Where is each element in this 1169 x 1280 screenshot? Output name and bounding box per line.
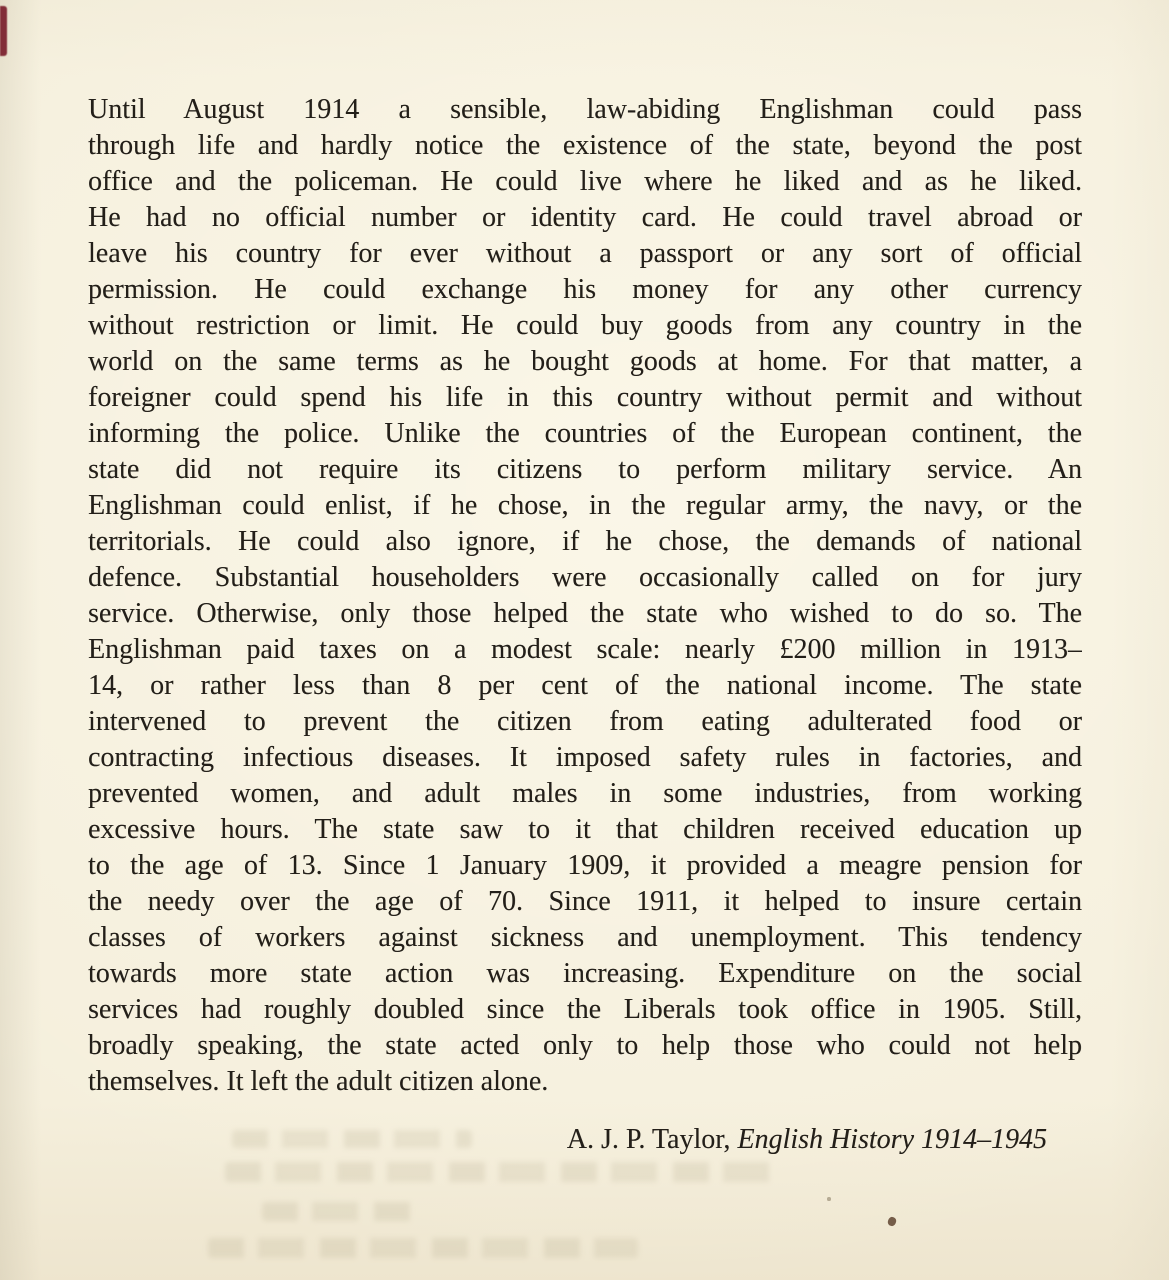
page-edge-mark: [0, 6, 7, 56]
text-line: service. Otherwise, only those helped the state who wished to do so. The: [88, 598, 1082, 629]
text-line: prevented women, and adult males in some industries, from working: [88, 778, 1082, 809]
text-line: 14, or rather less than 8 per cent of the national income. The state: [88, 670, 1082, 701]
text-line: territorials. He could also ignore, if he chose, the demands of national: [88, 526, 1082, 557]
bleed-through-text-line: [232, 1130, 472, 1148]
text-line: services had roughly doubled since the Liberals took office in 1905. Still,: [88, 994, 1082, 1025]
text-line: leave his country for ever without a passport or any sort of official: [88, 238, 1082, 269]
bleed-through-text-line: [225, 1162, 785, 1182]
text-line: permission. He could exchange his money for any other currency: [88, 274, 1082, 305]
text-line: defence. Substantial householders were occasionally called on for jury: [88, 562, 1082, 593]
quote-text-block: [88, 92, 1082, 1100]
text-line: Englishman paid taxes on a modest scale: nearly £200 million in 1913–: [88, 634, 1082, 665]
paper-speck: [827, 1197, 831, 1201]
text-line: world on the same terms as he bought goods at home. For that matter, a: [88, 346, 1082, 377]
text-line: office and the policeman. He could live where he liked and as he liked.: [88, 166, 1082, 197]
text-line: through life and hardly notice the existence of the state, beyond the post: [88, 130, 1082, 161]
text-line: broadly speaking, the state acted only to help those who could not help: [88, 1030, 1082, 1061]
attribution-work-title: English History 1914–1945: [737, 1124, 1047, 1155]
bleed-through-text-line: [262, 1202, 412, 1221]
text-line: without restriction or limit. He could buy goods from any country in the: [88, 310, 1082, 341]
paper-speck: [887, 1216, 897, 1227]
text-line: foreigner could spend his life in this country without permit and without: [88, 382, 1082, 413]
text-line: state did not require its citizens to perform military service. An: [88, 454, 1082, 485]
text-line: the needy over the age of 70. Since 1911, it helped to insure certain: [88, 886, 1082, 917]
text-line: informing the police. Unlike the countries of the European continent, the: [88, 418, 1082, 449]
text-line: contracting infectious diseases. It imposed safety rules in factories, and: [88, 742, 1082, 773]
text-line: excessive hours. The state saw to it that children received education up: [88, 814, 1082, 845]
text-line: to the age of 13. Since 1 January 1909, it provided a meagre pension for: [88, 850, 1082, 881]
bleed-through-text-line: [208, 1238, 638, 1258]
text-line: Until August 1914 a sensible, law-abiding Englishman could pass: [88, 94, 1082, 125]
attribution-author: A. J. P. Taylor,: [566, 1124, 738, 1155]
text-line: He had no official number or identity card. He could travel abroad or: [88, 202, 1082, 233]
text-line: Englishman could enlist, if he chose, in the regular army, the navy, or the: [88, 490, 1082, 521]
text-line: classes of workers against sickness and unemployment. This tendency: [88, 922, 1082, 953]
text-line: towards more state action was increasing. Expenditure on the social: [88, 958, 1082, 989]
text-line: intervened to prevent the citizen from eating adulterated food or: [88, 706, 1082, 737]
text-line: themselves. It left the adult citizen alone.: [88, 1066, 549, 1097]
